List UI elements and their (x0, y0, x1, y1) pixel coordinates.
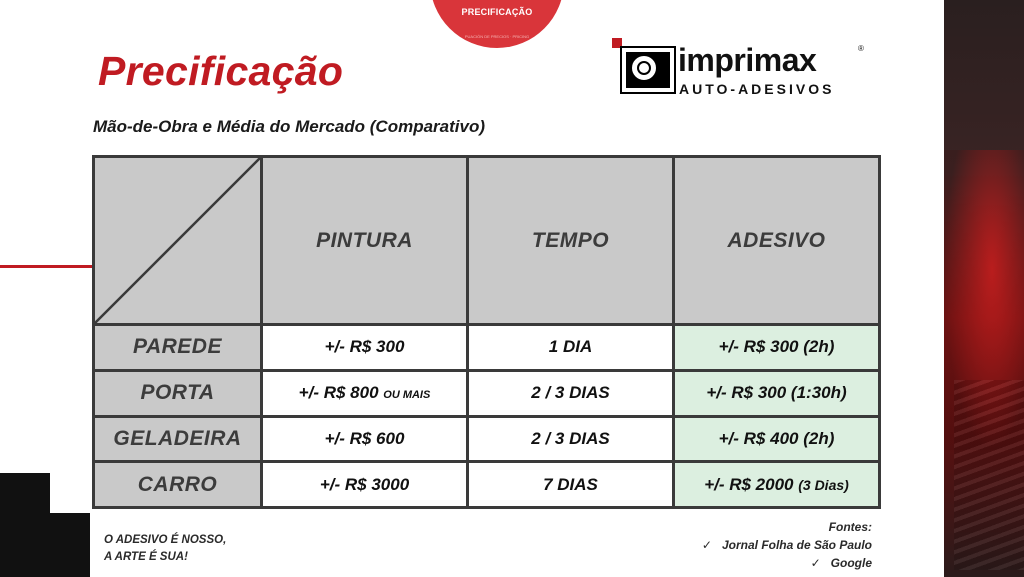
column-header-adesivo: ADESIVO (674, 157, 880, 325)
row-header: GELADEIRA (94, 416, 262, 462)
row-header: PORTA (94, 370, 262, 416)
page-title: Precificação (98, 48, 344, 94)
pintura-cell: +/- R$ 800 OU MAIS (262, 370, 468, 416)
logo-tagline: AUTO-ADESIVOS (679, 81, 835, 97)
pintura-cell: +/- R$ 300 (262, 325, 468, 371)
slogan (104, 532, 304, 566)
decorative-block (0, 513, 90, 577)
tempo-cell: 2 / 3 DIAS (468, 370, 674, 416)
comparison-table (92, 155, 881, 509)
table-row (94, 325, 880, 371)
pintura-note: OU MAIS (383, 389, 431, 402)
adesivo-cell: +/- R$ 300 (1:30h) (674, 370, 880, 416)
source-item: ✓ Jornal Folha de São Paulo (701, 538, 872, 552)
column-header-tempo: TEMPO (468, 157, 674, 325)
logo-wordmark: imprimax (678, 42, 817, 78)
row-header: PAREDE (94, 325, 262, 371)
page-subtitle: Mão-de-Obra e Média do Mercado (Comparativo) (93, 117, 485, 136)
slogan-line: A ARTE É SUA! (104, 551, 188, 563)
pintura-cell: +/- R$ 600 (262, 416, 468, 462)
registered-mark: ® (858, 44, 864, 53)
checkmark-icon: ✓ (810, 556, 821, 570)
sources (640, 518, 872, 572)
diagonal-divider (95, 158, 260, 323)
table-corner-cell (94, 157, 262, 325)
adesivo-cell: +/- R$ 2000 (3 Dias) (674, 462, 880, 508)
column-header-pintura: PINTURA (262, 157, 468, 325)
table-header-row (94, 157, 880, 325)
top-tab-label: PRECIFICAÇÃO (461, 7, 533, 17)
table-row (94, 416, 880, 462)
sources-title: Fontes: (828, 520, 872, 534)
table-row (94, 370, 880, 416)
adesivo-cell: +/- R$ 300 (2h) (674, 325, 880, 371)
source-item: ✓ Google (810, 556, 872, 570)
checkmark-icon: ✓ (701, 538, 712, 552)
top-tab-sublabel: PUACIÓN DE PRECIOS · PRICING (464, 34, 530, 39)
table-row (94, 462, 880, 508)
tempo-cell: 7 DIAS (468, 462, 674, 508)
tempo-cell: 1 DIA (468, 325, 674, 371)
adesivo-note: (3 Dias) (798, 476, 849, 493)
adesivo-cell: +/- R$ 400 (2h) (674, 416, 880, 462)
tape-roll-icon (620, 46, 676, 94)
tempo-cell: 2 / 3 DIAS (468, 416, 674, 462)
slogan-line: O ADESIVO É NOSSO, (104, 534, 227, 546)
decorative-photo-strip (944, 0, 1024, 577)
pintura-cell: +/- R$ 3000 (262, 462, 468, 508)
left-accent-line (0, 265, 93, 268)
row-header: CARRO (94, 462, 262, 508)
